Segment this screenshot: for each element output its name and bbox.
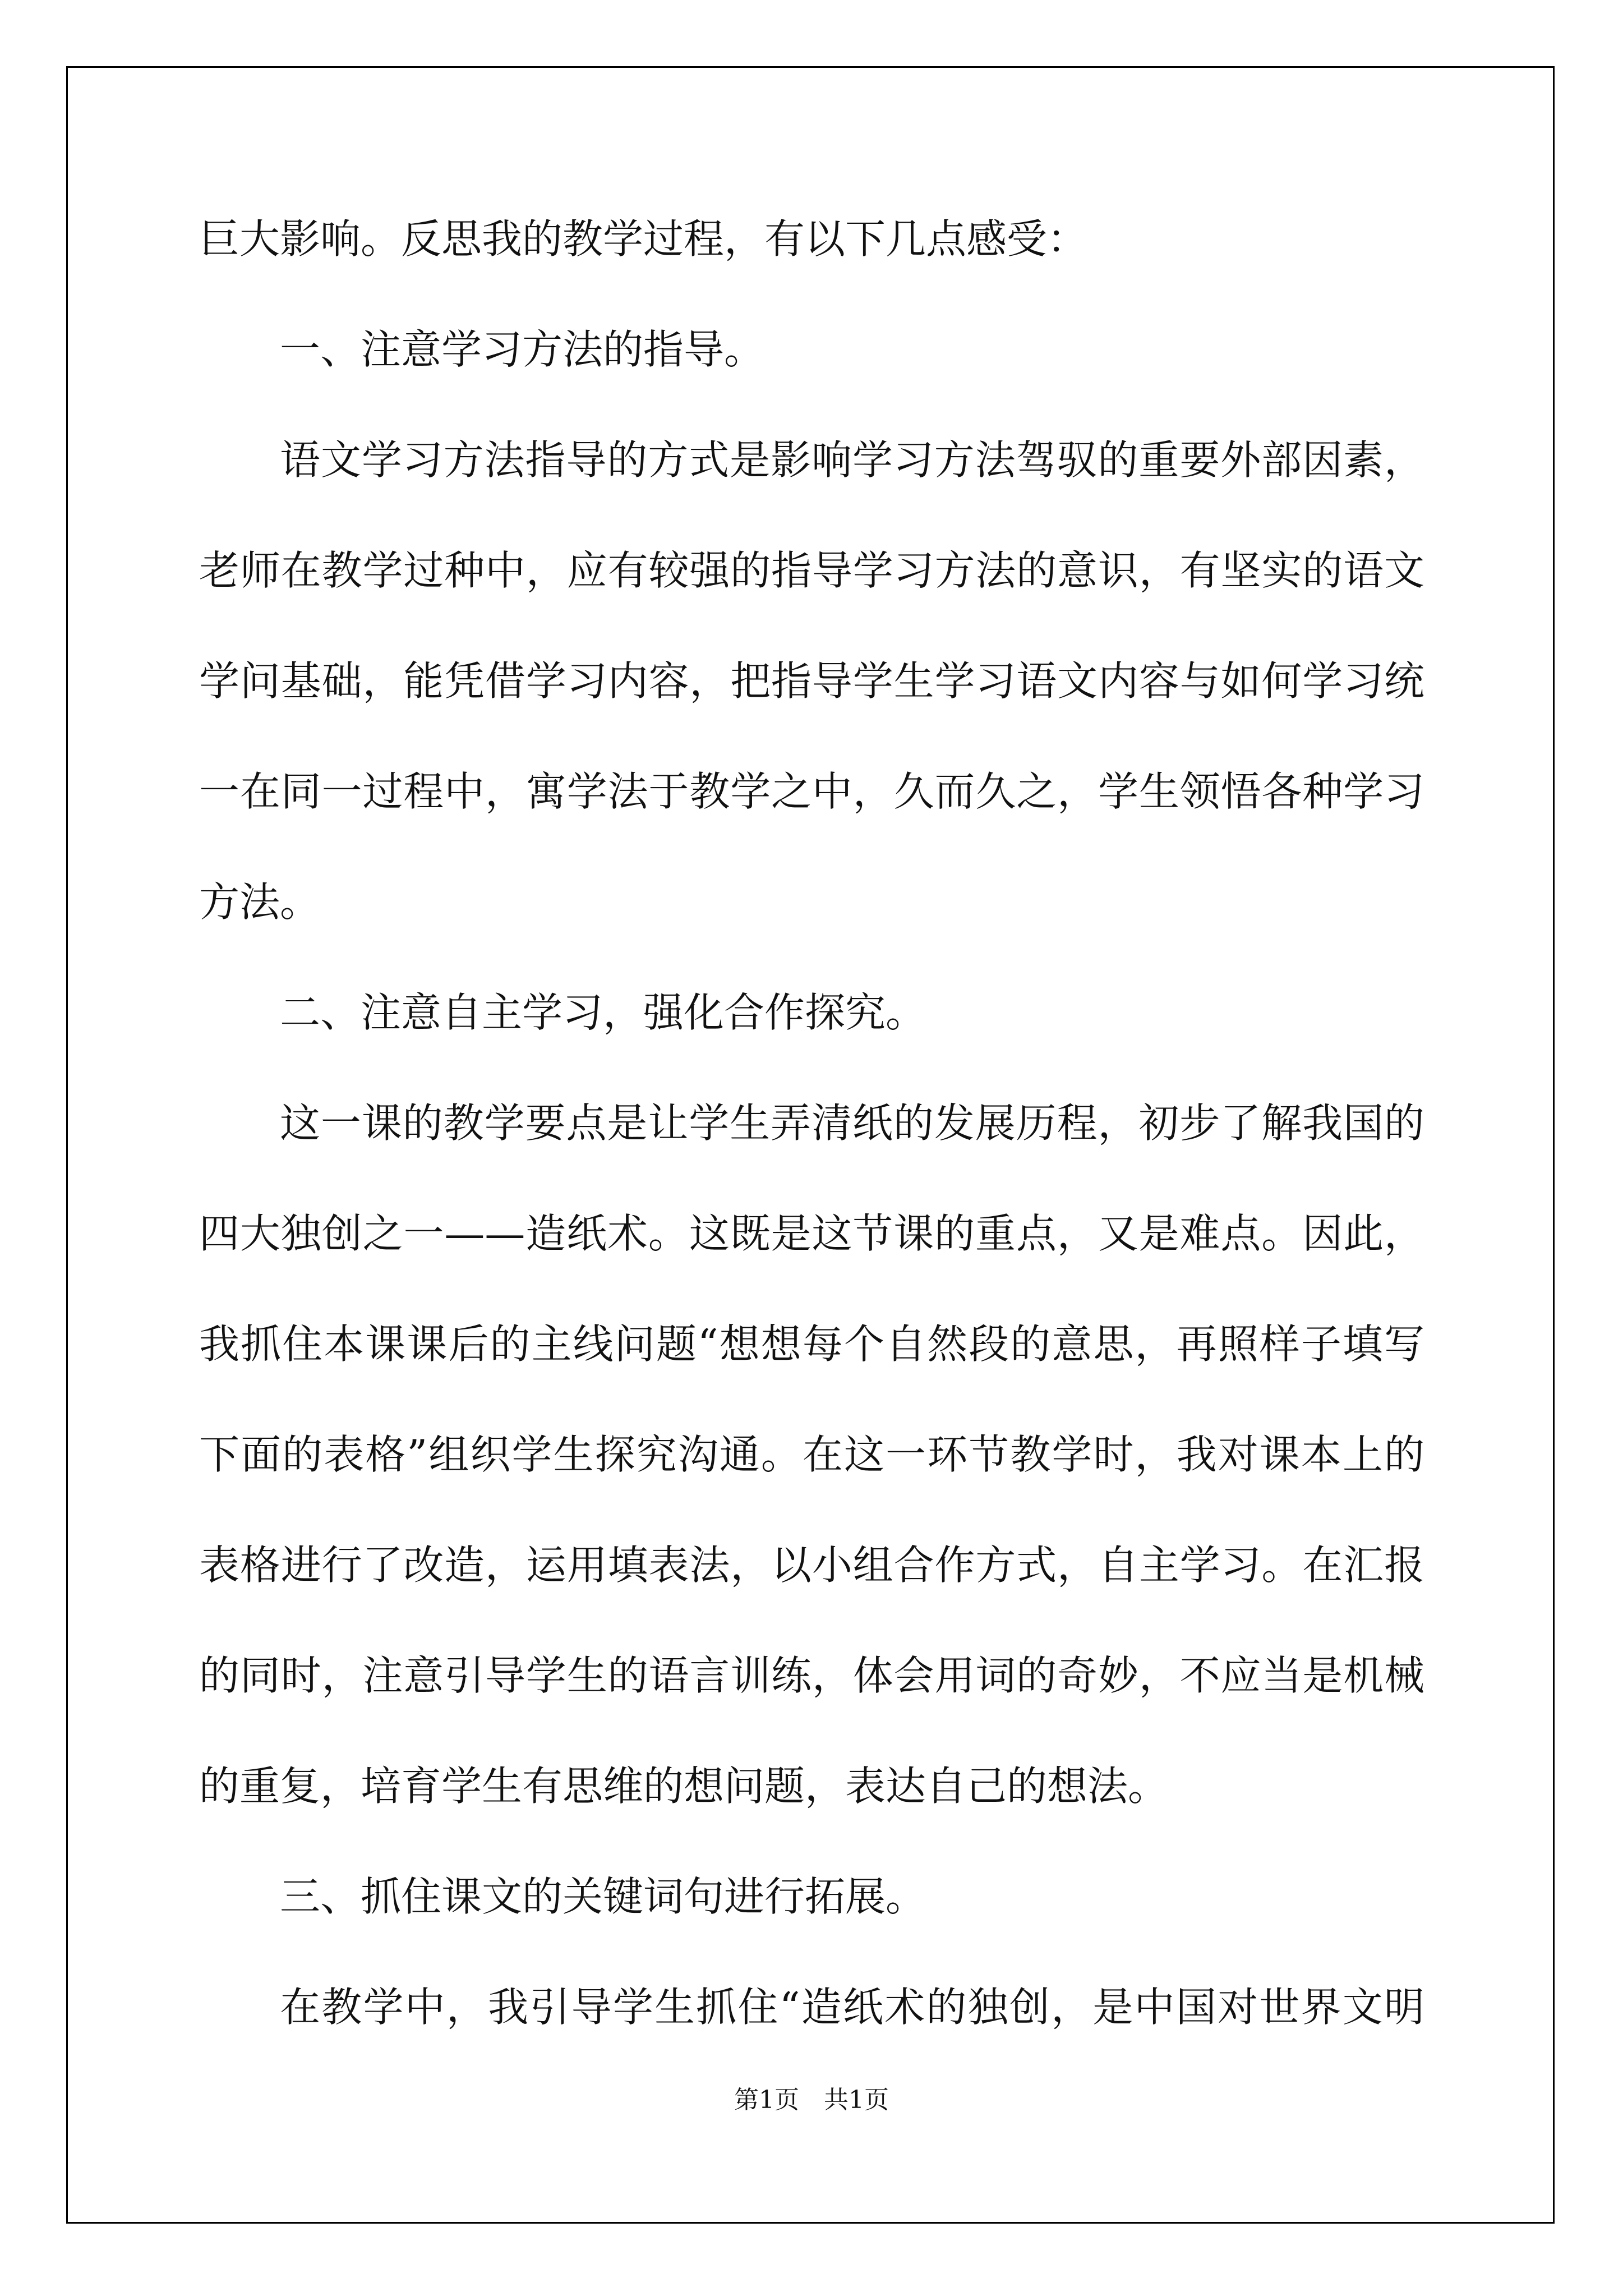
text-line: 巨大影响。反思我的教学过程，有以下几点感受： (199, 215, 1088, 263)
section-heading: 二、注意自主学习，强化合作探究。 (280, 989, 926, 1036)
page-footer: 第1页 共1页 (734, 2086, 889, 2114)
paragraph-line: 在教学中，我引导学生抓住“造纸术的独创，是中国对世界文明 (280, 1984, 1424, 2031)
paragraph-line: 方法。 (199, 878, 321, 926)
document-body (199, 215, 1424, 2097)
paragraph-line: 一在同一过程中，寓学法于教学之中，久而久之，学生领悟各种学习 (199, 768, 1424, 815)
paragraph-line: 语文学习方法指导的方式是影响学习方法驾驭的重要外部因素， (280, 436, 1424, 484)
paragraph-line: 表格进行了改造，运用填表法，以小组合作方式，自主学习。在汇报 (199, 1542, 1424, 1589)
paragraph-line: 四大独创之一——造纸术。这既是这节课的重点，又是难点。因此， (199, 1210, 1424, 1257)
paragraph-line: 这一课的教学要点是让学生弄清纸的发展历程，初步了解我国的 (280, 1099, 1424, 1147)
paragraph-line: 老师在教学过种中，应有较强的指导学习方法的意识，有坚实的语文 (199, 547, 1424, 594)
section-heading: 一、注意学习方法的指导。 (280, 326, 765, 373)
paragraph-line: 的重复，培育学生有思维的想问题，表达自己的想法。 (199, 1763, 1169, 1810)
section-heading: 三、抓住课文的关键词句进行拓展。 (280, 1873, 926, 1920)
paragraph-line: 我抓住本课课后的主线问题“想想每个自然段的意思，再照样子填写 (199, 1320, 1424, 1368)
paragraph-line: 学问基础，能凭借学习内容，把指导学生学习语文内容与如何学习统 (199, 657, 1424, 705)
paragraph-line: 的同时，注意引导学生的语言训练，体会用词的奇妙，不应当是机械 (199, 1652, 1424, 1699)
paragraph-line: 下面的表格”组织学生探究沟通。在这一环节教学时，我对课本上的 (199, 1431, 1424, 1478)
